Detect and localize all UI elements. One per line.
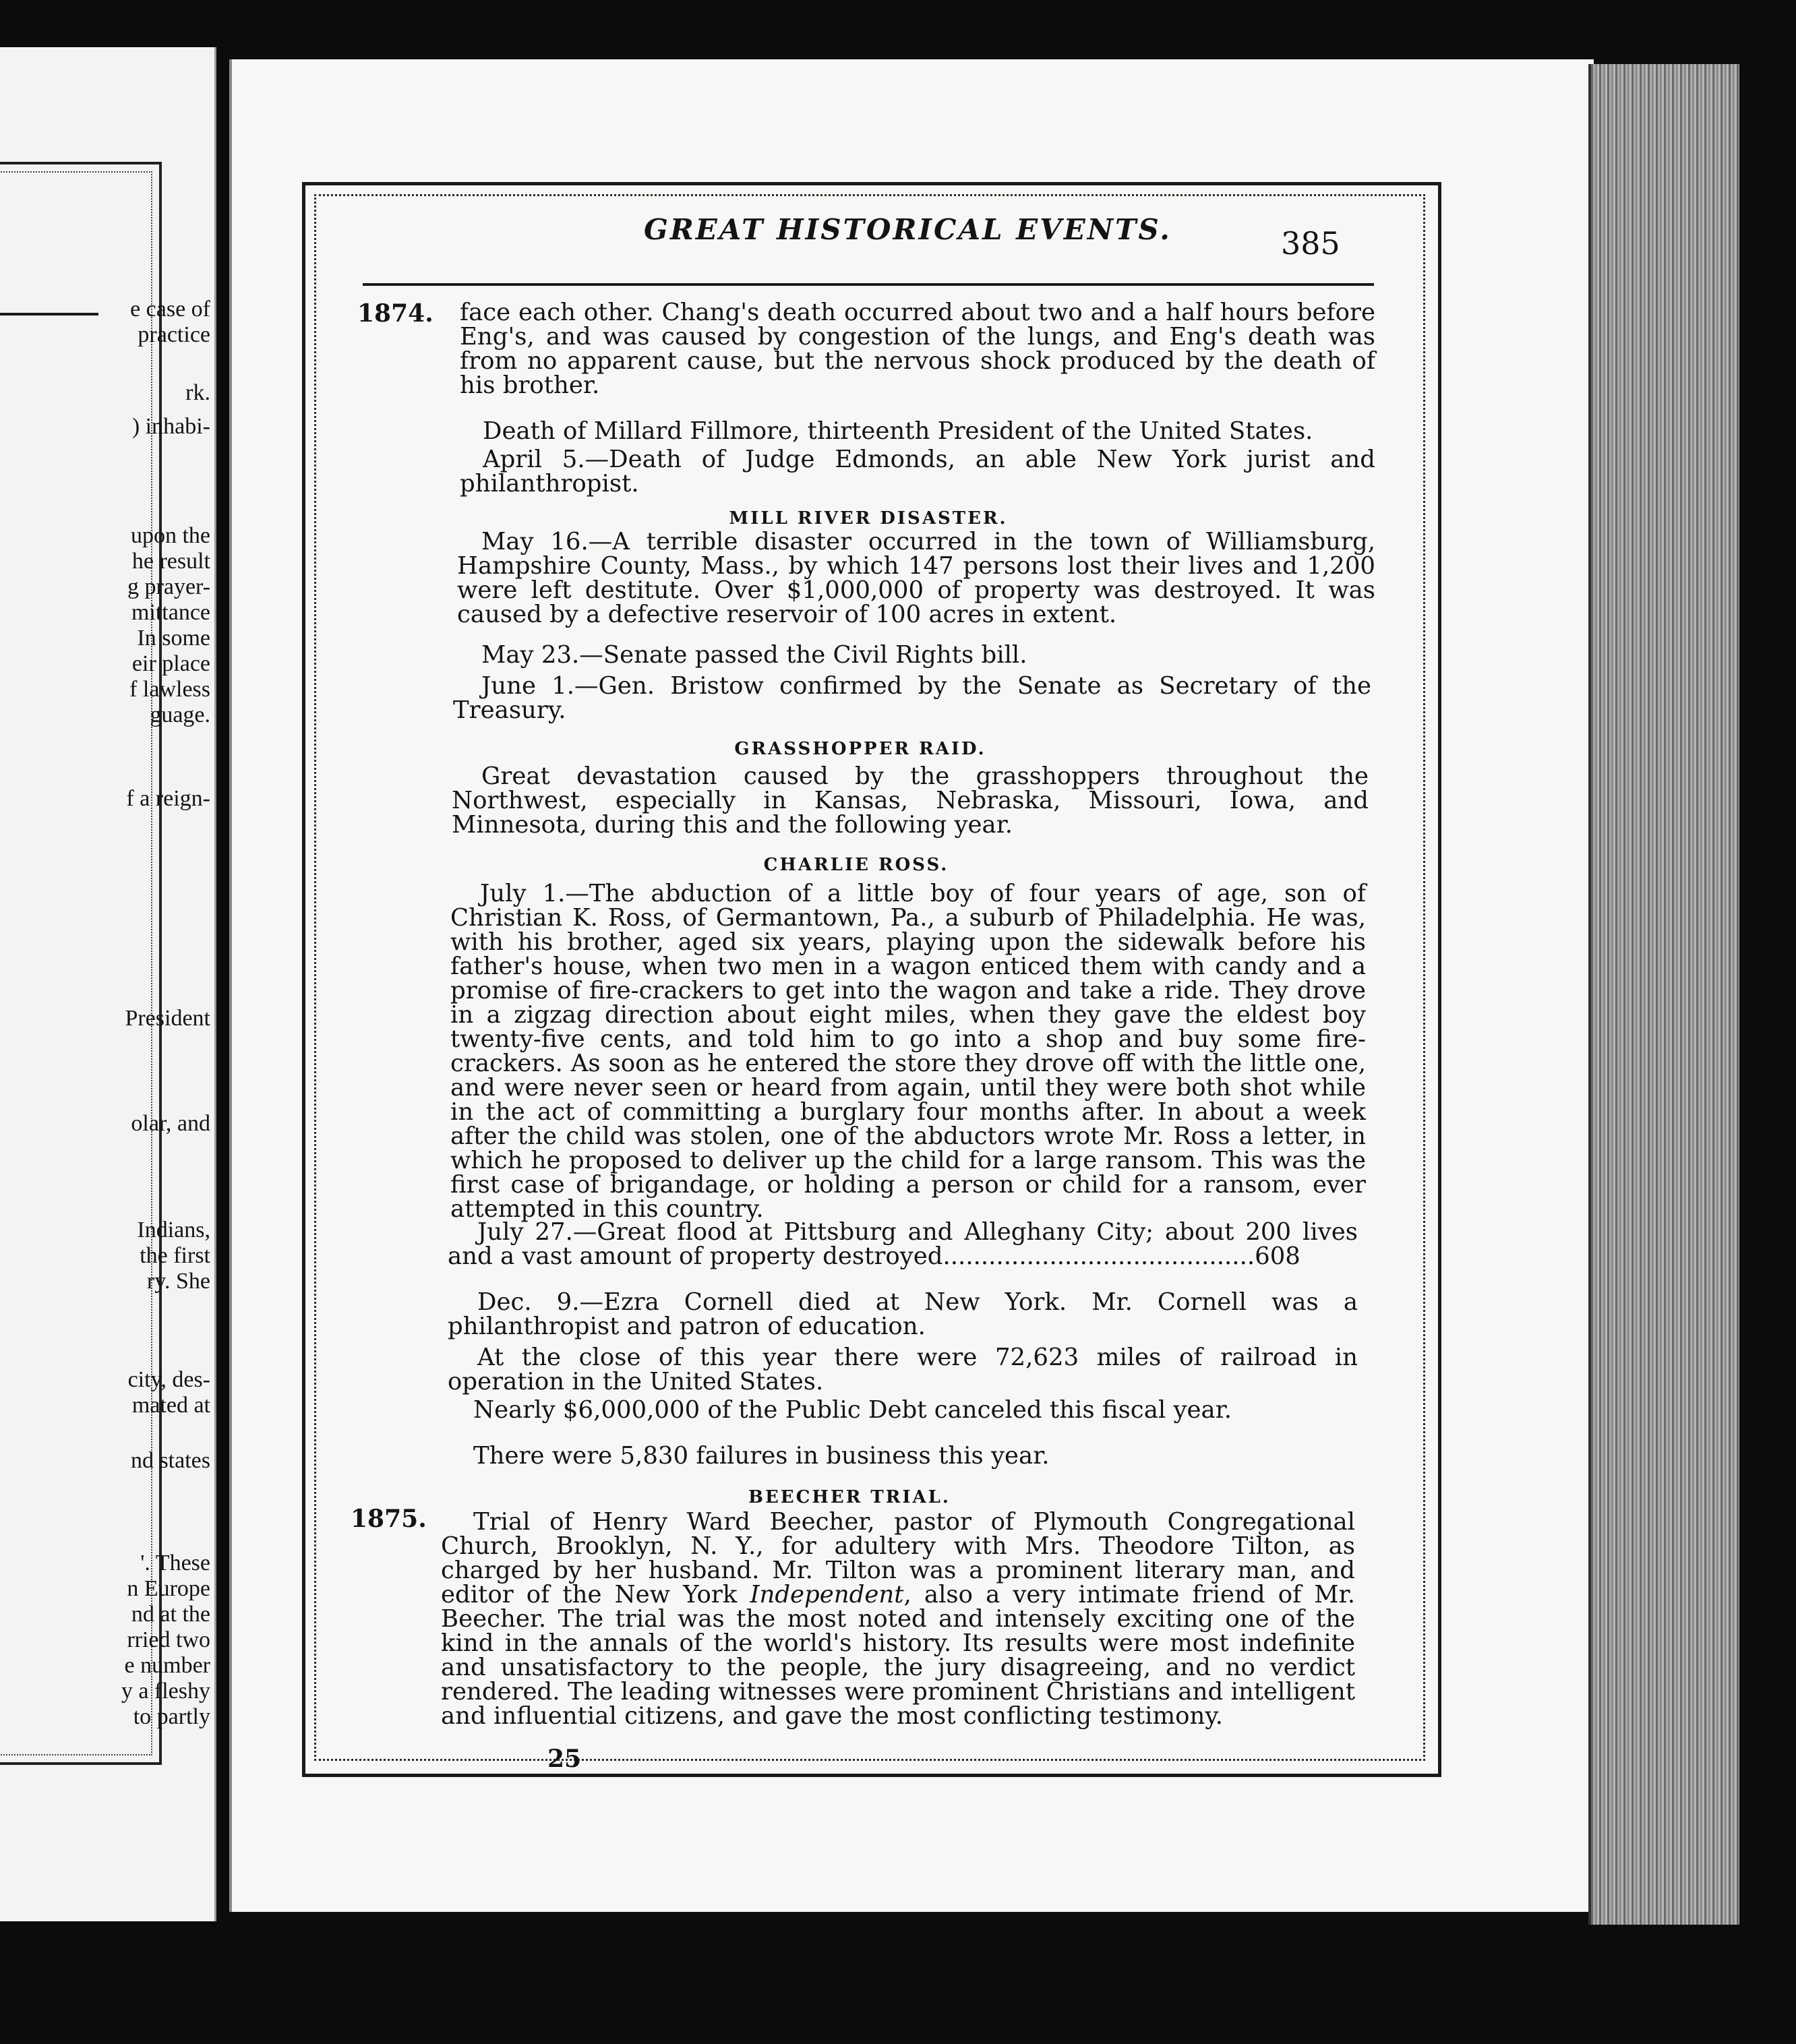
heading-charlie-ross: CHARLIE ROSS. [763,855,949,875]
left-page-line: ry. She [146,1269,210,1294]
year-1875: 1875. [351,1505,427,1533]
entry-bristow: June 1.—Gen. Bristow confirmed by the Senate as Secretary of the Treasury. [453,672,1371,724]
signature-mark: 25 [547,1745,582,1773]
entry-public-debt: Nearly $6,000,000 of the Public Debt canceled this fiscal year. [473,1396,1232,1424]
left-page-line: the first [140,1243,210,1268]
left-page-line: nd at the [131,1602,210,1627]
heading-grasshopper: GRASSHOPPER RAID. [734,739,986,759]
heading-beecher-trial: BEECHER TRIAL. [748,1487,951,1507]
left-page-line: rried two [127,1627,210,1652]
running-head: GREAT HISTORICAL EVENTS. [644,213,1172,246]
entry-charlie-ross: July 1.—The abduction of a little boy of four years of age, son of Christian K. Ross, of Germantown, Pa., a suburb of Philadelphia. He was, with his brother, aged six years, playing upon the sidewalk before his father's house, when two men in a wagon enticed them with candy and a promise of fire-crackers to get into the wagon and take a ride. They drove in a zigzag direction about eight miles, when they gave the eldest boy twenty-five cents, and told him to go into a shop and buy some fire-crackers. As soon as he entered the store they drove off with the little one, and were never seen or heard from again, until they were both shot while in the act of committing a burglary four months after. In about a week after the child was stolen, one of the abductors wrote Mr. Ross a letter, in which he proposed to deliver up the child for a large ransom. This was the first case of brigandage, or holding a person or child for a ransom, ever attempted in this country. [450,880,1366,1223]
book-page-edges [1588,64,1739,1925]
entry-beecher-trial [441,1510,1355,1729]
left-page-line: mated at [131,1393,210,1418]
entry-grasshopper: Great devastation caused by the grasshoppers throughout the Northwest, especially in Kansas, Nebraska, Missouri, Iowa, and Minnesota, during this and the following year. [452,762,1369,839]
left-page-rule [0,313,98,315]
left-facing-page [0,47,216,1921]
left-page-line: n Europe [127,1576,210,1601]
entry-edmonds: April 5.—Death of Judge Edmonds, an able New York jurist and philanthropist. [460,446,1375,498]
beecher-text-italic: Independent [750,1581,904,1609]
left-page-line: '. These [140,1551,210,1575]
left-page-line: rk. [185,380,210,405]
entry-fillmore: Death of Millard Fillmore, thirteenth President of the United States. [483,417,1313,445]
heading-mill-river: MILL RIVER DISASTER. [729,508,1008,529]
left-page-line: city, des- [127,1367,210,1392]
left-page-line: y a fleshy [121,1679,210,1704]
page-number: 385 [1281,225,1340,262]
entry-failures: There were 5,830 failures in business this year. [473,1442,1050,1470]
left-page-line: f a reign- [126,786,210,811]
left-page-line: ) inhabi- [131,414,210,439]
left-page-line: In some [137,626,210,651]
left-page-line: eir place [131,651,210,676]
entry-mill-river: May 16.—A terrible disaster occurred in the town of Williamsburg, Hampshire County, Mass., by which 147 persons lost their lives and 1,200 were left destitute. Over $1,000,000 of property was destroyed. It was caused by a defective reservoir of 100 acres in extent. [457,528,1375,628]
left-page-line: upon the [130,523,210,548]
left-page-line: olar, and [131,1111,210,1136]
left-page-line: President [125,1006,210,1031]
left-page-line: to partly [133,1704,210,1729]
beecher-text-2: , also a very intimate friend of Mr. Beecher. The trial was the most noted and intensely exciting one of the kind in the annals of the world's history. Its results were most indefinite and unsatisfactory to the people, the jury disagreeing, and no verdict rendered. The leading witnesses were prominent Christians and intelligent and influential citizens, and gave the most conflicting testimony. [441,1581,1355,1730]
entry-flood: July 27.—Great flood at Pittsburg and Alleghany City; about 200 lives and a vast amount of property destroyed.........................................608 [448,1218,1358,1270]
entry-railroad: At the close of this year there were 72,623 miles of railroad in operation in the United States. [448,1344,1358,1395]
left-page-line: mittance [131,600,210,625]
left-page-line: guage. [150,702,210,727]
left-page-line: nd states [130,1448,210,1473]
left-page-line: he result [131,549,210,574]
left-page-frame [0,162,162,1765]
left-page-line: practice [138,322,210,347]
left-page-line: e case of [130,297,210,322]
left-page-line: f lawless [129,677,210,702]
left-page-line: Indians, [137,1218,210,1242]
entry-chang-eng: face each other. Chang's death occurred about two and a half hours before Eng's, and was caused by congestion of the lungs, and Eng's death was from no apparent cause, but the nervous shock produced by the death of his brother. [460,299,1375,399]
header-rule [363,283,1374,286]
left-page-line: e number [124,1653,210,1678]
left-page-line: g prayer- [127,574,210,599]
entry-civil-rights: May 23.—Senate passed the Civil Rights bill. [481,641,1027,669]
beecher-text-1: Trial of Henry Ward Beecher, pastor of Plymouth Congregational Church, Brooklyn, N. Y., for adultery with Mrs. Theodore Tilton, as charged by her husband. Mr. Tilton was a prominent literary man, and editor of the New York [441,1508,1355,1609]
year-1874: 1874. [357,299,433,328]
entry-cornell: Dec. 9.—Ezra Cornell died at New York. Mr. Cornell was a philanthropist and patron of education. [448,1288,1358,1340]
